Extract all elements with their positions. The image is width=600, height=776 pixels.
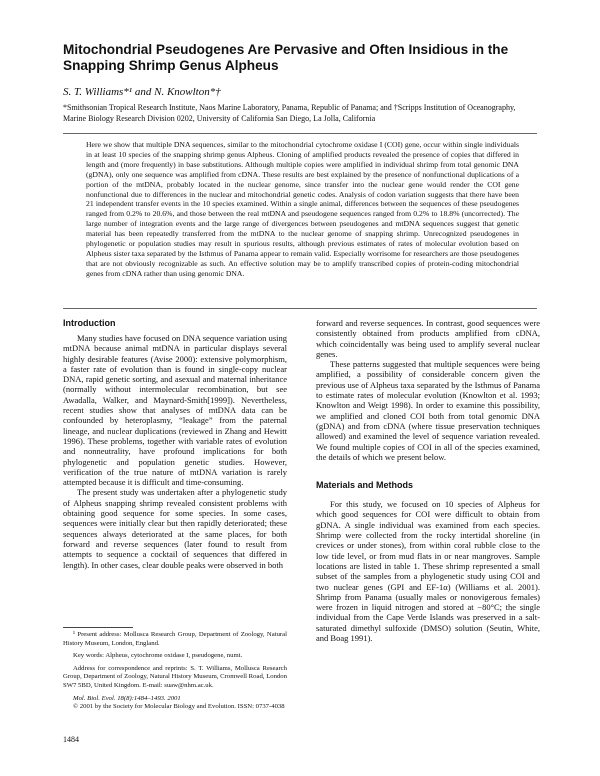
abstract: Here we show that multiple DNA sequences, similar to the mitochondrial cytochrome oxidase I (COI) gene, occur within single individuals in at least 10 species of the snapping shrimp genus Alpheus. Cloning of amplified products revealed the presence of copies that differed in length and (more frequently) in base substitutions. Although multiple copies were amplified in individual shrimp from total genomic DNA (gDNA), only one sequence was amplified from cDNA. These results are best explained by the presence of nonfunctional duplications of a portion of the mtDNA, probably located in the nuclear genome, since transfer into the nuclear gene would render the COI gene nonfunctional due to differences in the nuclear and mitochondrial genetic codes. Analysis of codon variation suggests that there have been 21 independent transfer events in the 10 species examined. Within a single animal, differences between the sequences of these pseudogenes ranged from 0.2% to 20.6%, and those between the real mtDNA and pseudogene sequences ranged from 0.2% to 18.8% (uncorrected). The large number of integration events and the large range of divergences between pseudogenes and mtDNA sequences suggest that genetic material has been repeatedly transferred from the mtDNA to the nuclear genome of snapping shrimp. Unrecognized pseudogenes in phylogenetic or population studies may result in spurious results, although previous estimates of rates of molecular evolution based on Alpheus sister taxa separated by the Isthmus of Panama appear to remain valid. Especially worrisome for researchers are those pseudogenes that are not obviously recognizable as such. An effective solution may be to amplify transcribed copies of protein-coding mitochondrial genes from cDNA rather than using genomic DNA.: [86, 140, 519, 278]
footnote-correspondence: Address for correspondence and reprints: S. T. Williams, Mollusca Research Group, Department of Zoology, Natural History Museum, Cromwell Road, London SW7 5BD, United Kingdom. E-mail: suaw@nhm.ac.uk.: [63, 664, 287, 689]
author-line: S. T. Williams*¹ and N. Knowlton*†: [63, 86, 221, 98]
intro-paragraph-continued: forward and reverse sequences. In contrast, good sequences were consistently obtained from products amplified from cDNA, which coincidentally was being used to amplify several nuclear genes.: [316, 318, 540, 359]
section-heading-introduction: Introduction: [63, 318, 116, 328]
footnotes: [63, 627, 287, 716]
intro-paragraph-2: The present study was undertaken after a phylogenetic study of Alpheus snapping shrimp revealed consistent problems with obtaining good sequence for some species. In some cases, sequences were initially clear but then rapidly deteriorated; these sequences always deteriorated at the same places, for both forward and reverse sequences (later found to result from attempts to sequence a cocktail of sequences that differed in length). In other cases, clear double peaks were observed in both: [63, 487, 287, 570]
footnote-copyright: © 2001 by the Society for Molecular Biology and Evolution. ISSN: 0737-4038: [73, 703, 285, 711]
section-heading-methods: Materials and Methods: [316, 480, 414, 491]
right-column: [316, 318, 540, 643]
footnote-rule: [63, 627, 133, 628]
left-column: [63, 318, 287, 570]
journal-citation: Mol. Biol. Evol. 18(8):1484–1493. 2001: [73, 694, 181, 702]
page-number: 1484: [63, 735, 79, 744]
footnote-journal: [63, 695, 287, 704]
abstract-top-rule: [63, 133, 537, 134]
footnote-present-address: ¹ Present address: Mollusca Research Group, Department of Zoology, Natural History Museum, London, England.: [63, 631, 287, 647]
abstract-bottom-rule: [63, 308, 537, 309]
intro-paragraph-3: These patterns suggested that multiple sequences were being amplified, a possibility of considerable concern given the previous use of Alpheus taxa separated by the Isthmus of Panama to estimate rates of molecular evolution (Knowlton et al. 1993; Knowlton and Weigt 1998). In order to examine this possibility, we amplified and cloned COI both from total genomic DNA (gDNA) and from cDNA (where tissue preservation techniques allowed) and examined the level of sequence variation revealed. We found multiple copies of COI in all of the species examined, the details of which we present below.: [316, 359, 540, 462]
paper-title: Mitochondrial Pseudogenes Are Pervasive and Often Insidious in the Snapping Shrimp Genus Alpheus: [63, 42, 509, 73]
intro-paragraph-1: Many studies have focused on DNA sequence variation using mtDNA because animal mtDNA in particular displays several highly desirable features (Avise 2000): extensive polymorphism, a faster rate of evolution than is found in single-copy nuclear DNA, rapid genetic sorting, and asexual and maternal inheritance (normally without intermolecular recombination, but see Awadalla, Walker, and Maynard-Smith[1999]). Nevertheless, recent studies show that analyses of mtDNA data can be confounded by heteroplasmy, “leakage” from the paternal lineage, and nuclear duplications (reviewed in Zhang and Hewitt 1996). These problems, together with variable rates of evolution and nonneutrality, have profound implications for both phylogenetic and population genetic studies. However, verification of the true nature of mtDNA variation is rarely attempted because it is difficult and time-consuming.: [63, 333, 287, 488]
footnote-keywords: Key words: Alpheus, cytochrome oxidase I, pseudogene, numt.: [73, 652, 243, 660]
affiliations: *Smithsonian Tropical Research Institute, Naos Marine Laboratory, Panama, Republic of Panama; and †Scripps Institution of Oceanography, Marine Biology Research Division 0202, University of California San Diego, La Jolla, California: [63, 103, 516, 123]
methods-paragraph-1: For this study, we focused on 10 species of Alpheus for which good sequences for COI were difficult to obtain from gDNA. A single individual was examined from each species. Shrimp were collected from the rocky intertidal shoreline (in crevices or under stones), from within coral rubble close to the low tide level, or from mud flats in or near mangroves. Sample locations are listed in table 1. These shrimp represented a small subset of the samples from a phylogenetic study using COI and two nuclear genes (GPI and EF-1α) (Williams et al. 2001). Shrimp from Panama (usually males or nonovigerous females) were frozen in liquid nitrogen and stored at −80°C; the single individual from the Cape Verde Islands was preserved in a salt-saturated dimethyl sulfoxide (DMSO) solution (Seutin, White, and Boag 1991).: [316, 499, 540, 644]
